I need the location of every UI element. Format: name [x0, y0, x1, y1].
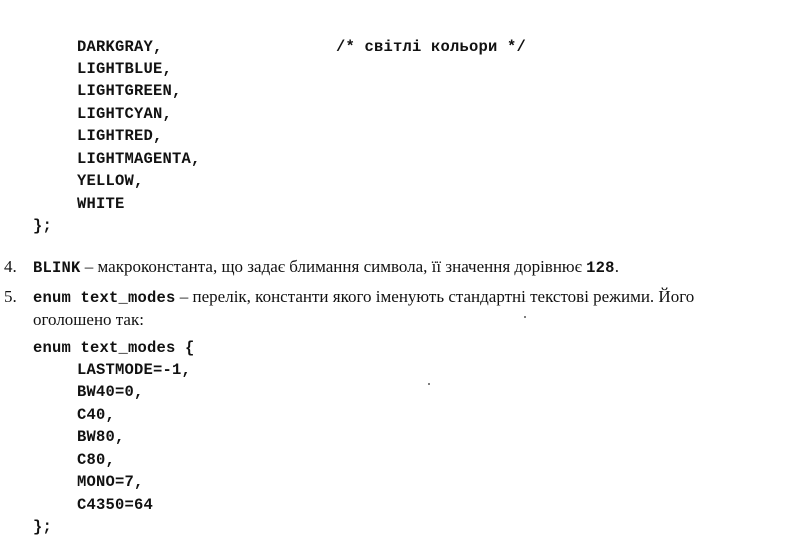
code-inline-blink: BLINK	[33, 259, 81, 277]
code-line-lightgreen: LIGHTGREEN,	[77, 82, 182, 100]
code-enum-closing: };	[33, 518, 53, 536]
item-4-end: .	[614, 257, 619, 276]
list-number-4: 4.	[4, 257, 17, 276]
code-line-white: WHITE	[77, 195, 125, 213]
scan-speck	[524, 316, 526, 318]
item-5-text: – перелік, константи якого іменують стандартні текстові режими. Його	[175, 287, 695, 306]
code-line-lightblue: LIGHTBLUE,	[77, 60, 173, 78]
list-number-5: 5.	[4, 287, 17, 306]
code-line-c80: C80,	[77, 451, 116, 469]
code-inline-128: 128	[586, 259, 615, 277]
code-enum-header: enum text_modes {	[33, 339, 195, 357]
code-line-lightred: LIGHTRED,	[77, 127, 163, 145]
item-5-line-2: оголошено так:	[33, 310, 144, 329]
code-comment: /* світлі кольори */	[336, 38, 527, 56]
code-closing-brace: };	[33, 217, 53, 235]
code-line-c40: C40,	[77, 406, 116, 424]
code-inline-enum: enum text_modes	[33, 289, 176, 307]
code-line-c4350: C4350=64	[77, 496, 154, 514]
item-4-text: – макроконстанта, що задає блимання символа, її значення дорівнює	[80, 257, 587, 276]
code-line-bw40: BW40=0,	[77, 383, 144, 401]
code-line-lastmode: LASTMODE=-1,	[77, 361, 192, 379]
list-item-5	[33, 286, 808, 308]
code-line-lightcyan: LIGHTCYAN,	[77, 105, 173, 123]
code-line-darkgray: DARKGRAY,	[77, 38, 163, 56]
code-line-lightmagenta: LIGHTMAGENTA,	[77, 150, 201, 168]
code-line-bw80: BW80,	[77, 428, 125, 446]
code-line-yellow: YELLOW,	[77, 172, 144, 190]
code-line-mono: MONO=7,	[77, 473, 144, 491]
scan-speck	[428, 383, 430, 385]
list-item-4	[33, 256, 619, 278]
